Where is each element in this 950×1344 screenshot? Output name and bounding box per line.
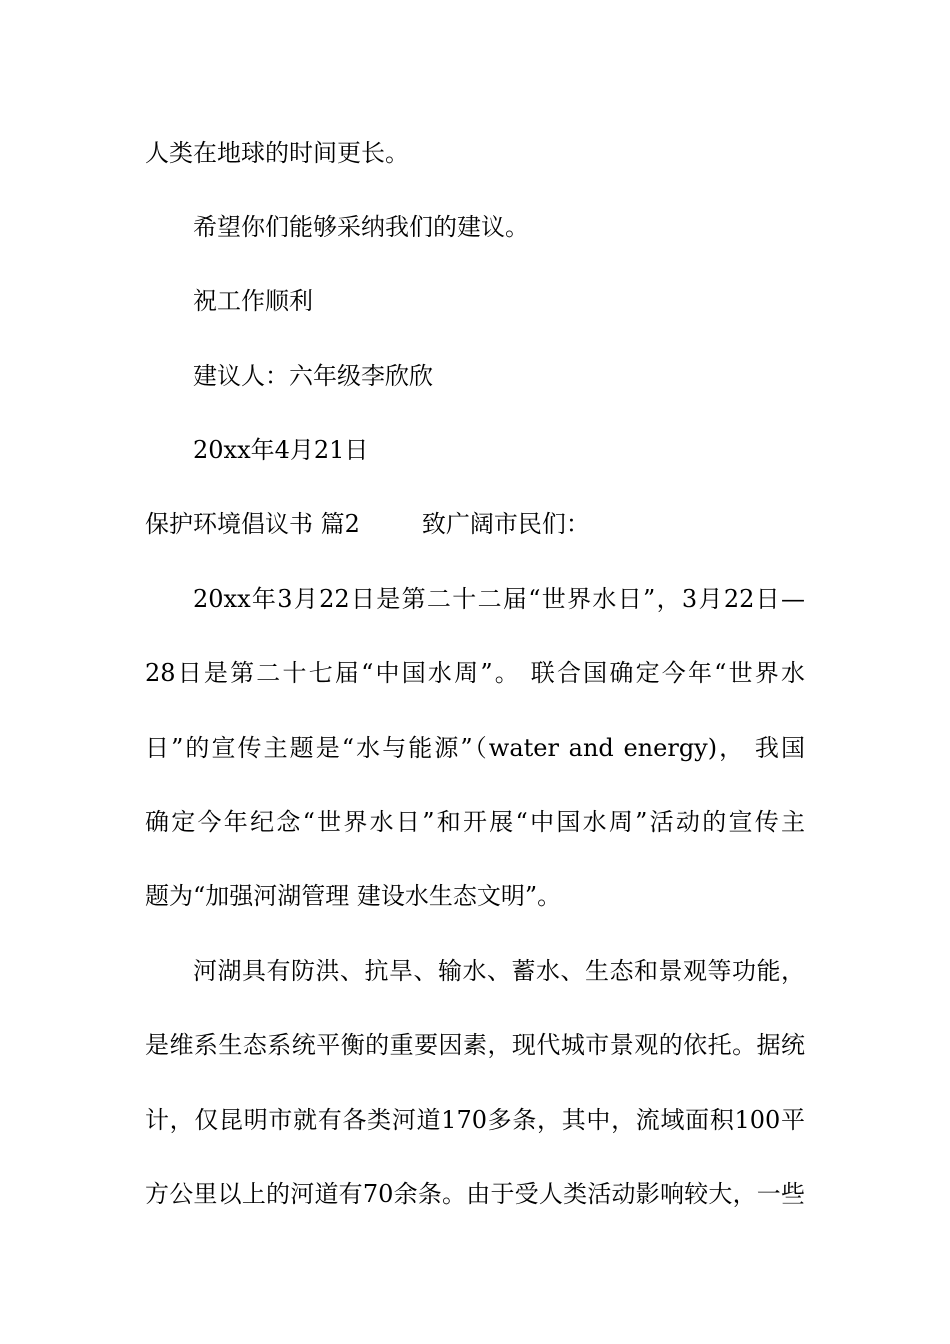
paragraph-line: 28日是第二十七届“中国水周”。 联合国确定今年“世界水 [145,659,805,687]
section-title: 保护环境倡议书 篇2 [145,510,360,538]
paragraph-line: 题为“加强河湖管理 建设水生态文明”。 [145,882,562,910]
paragraph-line: 河湖具有防洪、抗旱、输水、蓄水、生态和景观等功能， [193,957,805,985]
paragraph-line: 希望你们能够采纳我们的建议。 [193,213,529,241]
paragraph-line: 人类在地球的时间更长。 [145,139,409,167]
signature-line: 建议人：六年级李欣欣 [193,362,433,390]
paragraph-line: 日”的宣传主题是“水与能源”（water and energy)， 我国 [145,734,805,762]
paragraph-line: 计，仅昆明市就有各类河道170多条，其中，流域面积100平 [145,1106,805,1134]
date-line: 20xx年4月21日 [193,436,369,464]
paragraph-line: 20xx年3月22日是第二十二届“世界水日”，3月22日— [193,585,805,613]
salutation: 致广阔市民们： [421,510,590,538]
paragraph-line: 方公里以上的河道有70余条。由于受人类活动影响较大，一些 [145,1180,805,1208]
section-heading [0,509,950,539]
paragraph-line: 确定今年纪念“世界水日”和开展“中国水周”活动的宣传主 [145,808,805,836]
paragraph-line: 是维系生态系统平衡的重要因素，现代城市景观的依托。据统 [145,1031,805,1059]
closing-greeting: 祝工作顺利 [193,287,313,315]
